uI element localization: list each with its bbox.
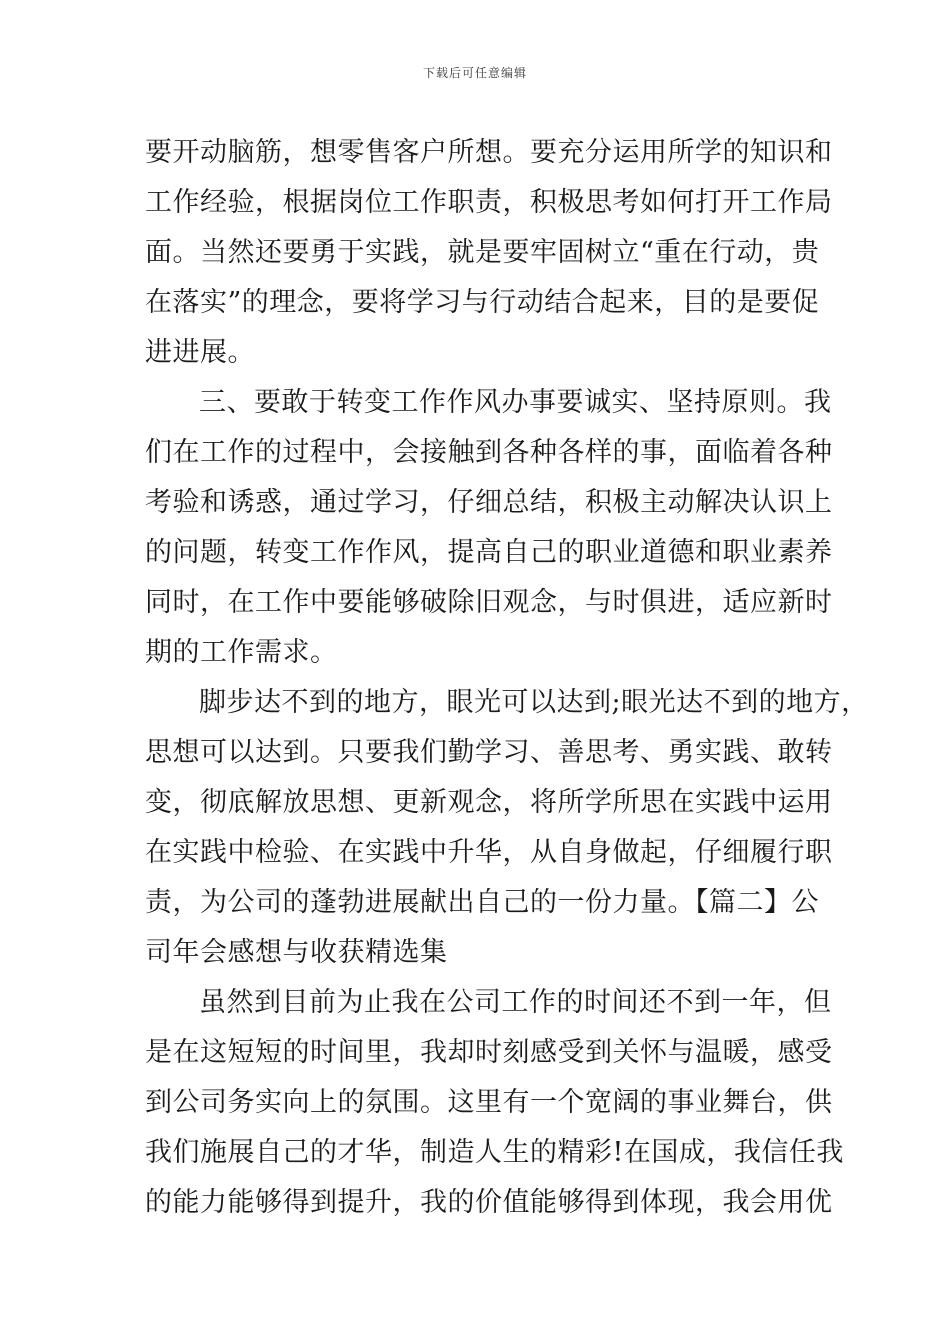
page-header: 下载后可任意编辑 <box>422 66 527 80</box>
text-line: 工作经验，根据岗位工作职责，积极思考如何打开工作局 <box>145 187 833 218</box>
text-line: 们在工作的过程中，会接触到各种各样的事，面临着各种 <box>145 437 833 468</box>
text-line: 在实践中检验、在实践中升华，从自身做起，仔细履行职 <box>145 837 833 868</box>
document-body <box>145 128 869 1228</box>
text-line: 同时，在工作中要能够破除旧观念，与时俱进，适应新时 <box>145 587 833 618</box>
text-line: 是在这短短的时间里，我却时刻感受到关怀与温暖，感受 <box>145 1037 833 1068</box>
text-line: 三、要敢于转变工作作风办事要诚实、坚持原则。我 <box>199 387 832 418</box>
text-line: 变，彻底解放思想、更新观念，将所学所思在实践中运用 <box>145 787 833 818</box>
text-line: 思想可以达到。只要我们勤学习、善思考、勇实践、敢转 <box>145 737 833 768</box>
text-line: 到公司务实向上的氛围。这里有一个宽阔的事业舞台，供 <box>145 1087 833 1118</box>
text-line: 虽然到目前为止我在公司工作的时间还不到一年，但 <box>199 987 832 1018</box>
text-line: 我们施展自己的才华，制造人生的精彩!在国成，我信任我 <box>145 1137 844 1168</box>
text-line: 的能力能够得到提升，我的价值能够得到体现，我会用优 <box>145 1187 833 1218</box>
text-line: 的问题，转变工作作风，提高自己的职业道德和职业素养 <box>145 537 833 568</box>
text-line: 期的工作需求。 <box>145 637 338 668</box>
text-line: 在落实”的理念，要将学习与行动结合起来，目的是要促 <box>145 287 820 318</box>
text-line: 进进展。 <box>145 337 255 368</box>
text-line: 责，为公司的蓬勃进展献出自己的一份力量。【篇二】公 <box>145 887 819 918</box>
text-line: 面。当然还要勇于实践，就是要牢固树立“重在行动，贵 <box>145 237 820 268</box>
text-line: 要开动脑筋，想零售客户所想。要充分运用所学的知识和 <box>145 137 833 168</box>
text-line: 脚步达不到的地方，眼光可以达到;眼光达不到的地方， <box>199 687 869 718</box>
text-line: 考验和诱惑，通过学习，仔细总结，积极主动解决认识上 <box>145 487 833 518</box>
text-line: 司年会感想与收获精选集 <box>145 937 448 968</box>
